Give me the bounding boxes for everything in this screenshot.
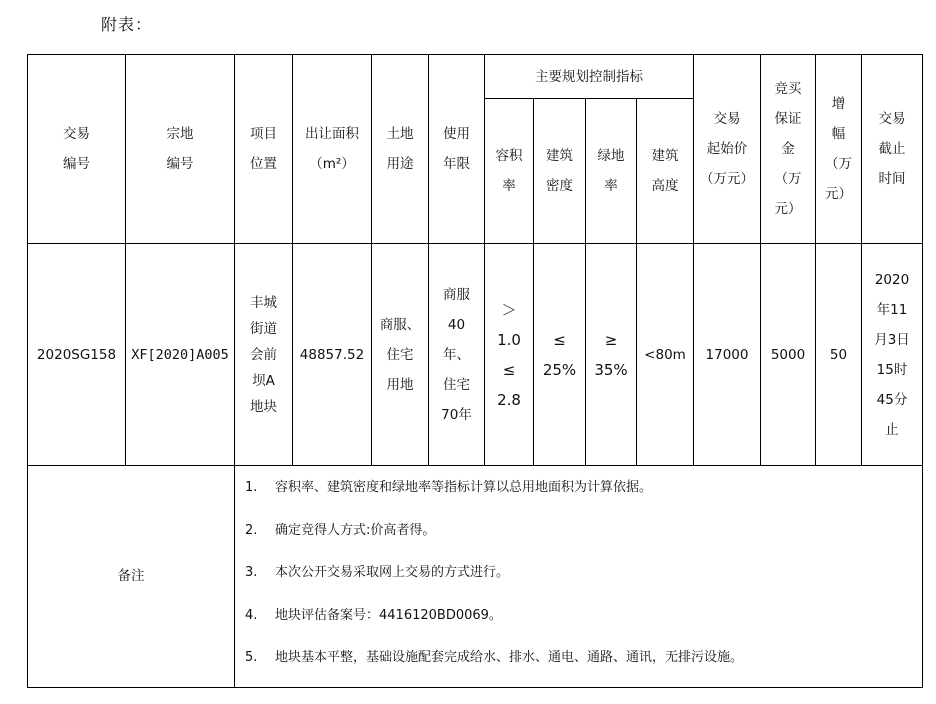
cell-parcel-no: XF[2020]A005 — [126, 244, 235, 466]
cell-area: 48857.52 — [293, 244, 372, 466]
cell-start-price: 17000 — [694, 244, 761, 466]
note-item: 2. 确定竞得人方式:价高者得。 — [245, 522, 436, 538]
cell-deposit: 5000 — [761, 244, 816, 466]
header-deposit: 竞买 保证 金 （万 元） — [761, 55, 816, 244]
cell-increment: 50 — [816, 244, 862, 466]
header-increment: 增 幅 （万 元） — [816, 55, 862, 244]
cell-trade-no: 2020SG158 — [28, 244, 126, 466]
cell-deadline: 2020 年11 月3日 15时 45分 止 — [862, 244, 923, 466]
header-density: 建筑 密度 — [534, 99, 586, 244]
header-height: 建筑 高度 — [637, 99, 694, 244]
note-item: 4. 地块评估备案号：4416120BD0069。 — [245, 607, 502, 623]
cell-height: <80m — [637, 244, 694, 466]
cell-density: ≤ 25% — [534, 244, 586, 466]
cell-location: 丰城 街道 会前 坝A 地块 — [235, 244, 293, 466]
header-far: 容积 率 — [485, 99, 534, 244]
header-deadline: 交易 截止 时间 — [862, 55, 923, 244]
cell-far: ＞ 1.0 ≤ 2.8 — [485, 244, 534, 466]
header-location: 项目 位置 — [235, 55, 293, 244]
notes-label: 备注 — [28, 466, 235, 688]
header-trade-no: 交易 编号 — [28, 55, 126, 244]
note-item: 1. 容积率、建筑密度和绿地率等指标计算以总用地面积为计算依据。 — [245, 480, 653, 495]
cell-land-use: 商服、 住宅 用地 — [372, 244, 429, 466]
land-transfer-table — [27, 54, 923, 688]
notes-list — [235, 466, 923, 688]
header-green-rate: 绿地 率 — [586, 99, 637, 244]
header-planning-group: 主要规划控制指标 — [485, 55, 694, 99]
cell-term: 商服 40 年、 住宅 70年 — [429, 244, 485, 466]
note-item: 3. 本次公开交易采取网上交易的方式进行。 — [245, 565, 510, 580]
header-start-price: 交易 起始价 （万元） — [694, 55, 761, 244]
caption: 附表： — [101, 15, 153, 34]
header-area: 出让面积 （m²） — [293, 55, 372, 244]
header-land-use: 土地 用途 — [372, 55, 429, 244]
note-item: 5. 地块基本平整，基础设施配套完成给水、排水、通电、通路、通讯，无排污设施。 — [245, 650, 744, 665]
cell-green-rate: ≥ 35% — [586, 244, 637, 466]
header-term: 使用 年限 — [429, 55, 485, 244]
header-parcel-no: 宗地 编号 — [126, 55, 235, 244]
